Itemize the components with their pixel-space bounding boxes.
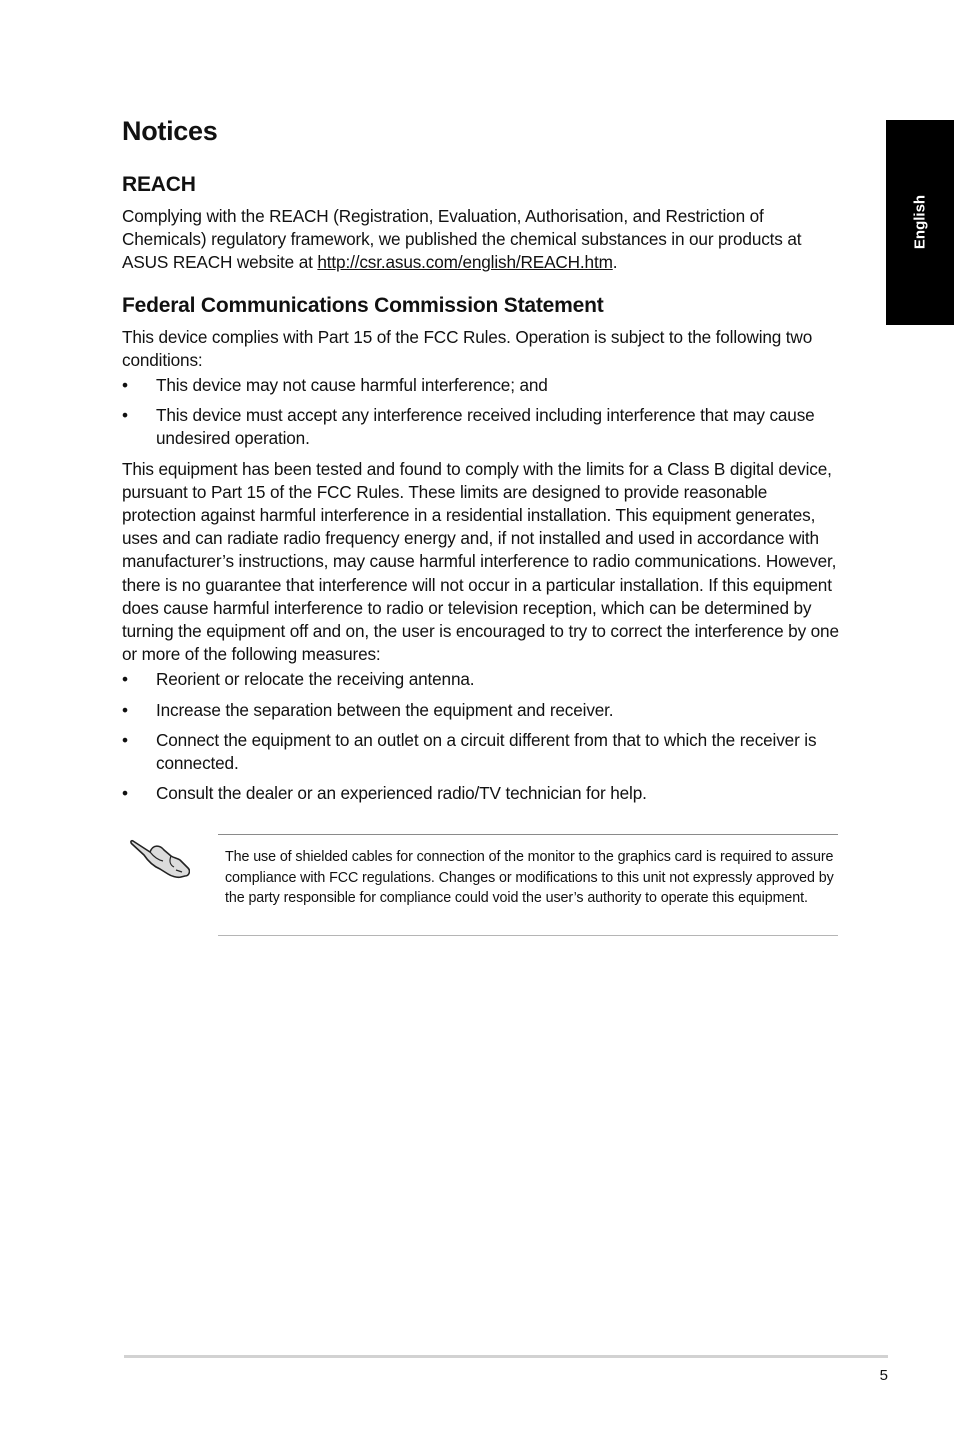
note-box	[218, 834, 838, 936]
footer-divider	[124, 1355, 888, 1358]
language-side-tab-label: English	[911, 194, 929, 250]
page-number: 5	[879, 1367, 888, 1384]
list-item-text: This device may not cause harmful interference; and	[156, 375, 548, 396]
fcc-paragraph: This equipment has been tested and found to comply with the limits for a Class B digital device, pursuant to Part 15 of the FCC Rules. These limits are designed to provide reasonable protection against harmful interference in a residential installation. This equipment generates, uses and can radiate radio frequency energy and, if not installed and used in accordance with manufacturer’s instructions, may cause harmful interference to radio communications. However, there is no guarantee that interference will not occur in a particular installation. If this equipment does cause harmful interference to radio or television reception, which can be determined by turning the equipment off and on, the user is encouraged to try to correct the interference by one or more of the following measures:	[122, 458, 839, 665]
list-item-text: Connect the equipment to an outlet on a circuit different from that to which the receiver is connected.	[156, 729, 817, 774]
reach-website-link[interactable]: http://csr.asus.com/english/REACH.htm	[317, 252, 613, 273]
notices-content	[122, 170, 840, 812]
bullet: •	[122, 699, 128, 720]
list-item	[122, 782, 840, 805]
bullet: •	[122, 405, 128, 426]
fcc-intro: This device complies with Part 15 of the FCC Rules. Operation is subject to the following two conditions:	[122, 326, 813, 370]
reach-text: Complying with the REACH (Registration, Evaluation, Authorisation, and Restriction of Chemicals) regulatory framework, we published the chemical substances in our products at ASUS REACH website at	[122, 206, 802, 273]
bullet: •	[122, 783, 128, 804]
note-callout	[122, 834, 838, 936]
list-item-text: Reorient or relocate the receiving antenna.	[156, 669, 475, 690]
list-item	[122, 404, 840, 450]
list-item	[122, 374, 840, 397]
list-item	[122, 699, 840, 722]
reach-heading: REACH	[122, 173, 196, 196]
bullet: •	[122, 375, 128, 396]
note-text: The use of shielded cables for connection of the monitor to the graphics card is required to assure compliance with FCC regulations. Changes or modifications to this unit not expressly approved by the party responsible for compliance could void the user’s authority to operate this equipment.	[225, 849, 834, 906]
reach-text-end: .	[612, 252, 618, 273]
bullet: •	[122, 669, 128, 690]
list-item	[122, 668, 840, 691]
list-item-text: This device must accept any interference received including interference that may cause undesired operation.	[156, 405, 815, 449]
page-title: Notices	[122, 116, 218, 146]
list-item-text: Consult the dealer or an experienced radio/TV technician for help.	[156, 783, 647, 804]
fcc-conditions-list	[122, 374, 840, 451]
list-item	[122, 729, 840, 775]
fcc-heading: Federal Communications Commission Statement	[122, 293, 604, 317]
bullet: •	[122, 729, 128, 750]
pointing-hand-icon	[130, 836, 190, 880]
reach-paragraph	[122, 205, 840, 275]
list-item-text: Increase the separation between the equipment and receiver.	[156, 699, 614, 720]
language-side-tab	[886, 120, 954, 325]
fcc-measures-list	[122, 668, 840, 805]
